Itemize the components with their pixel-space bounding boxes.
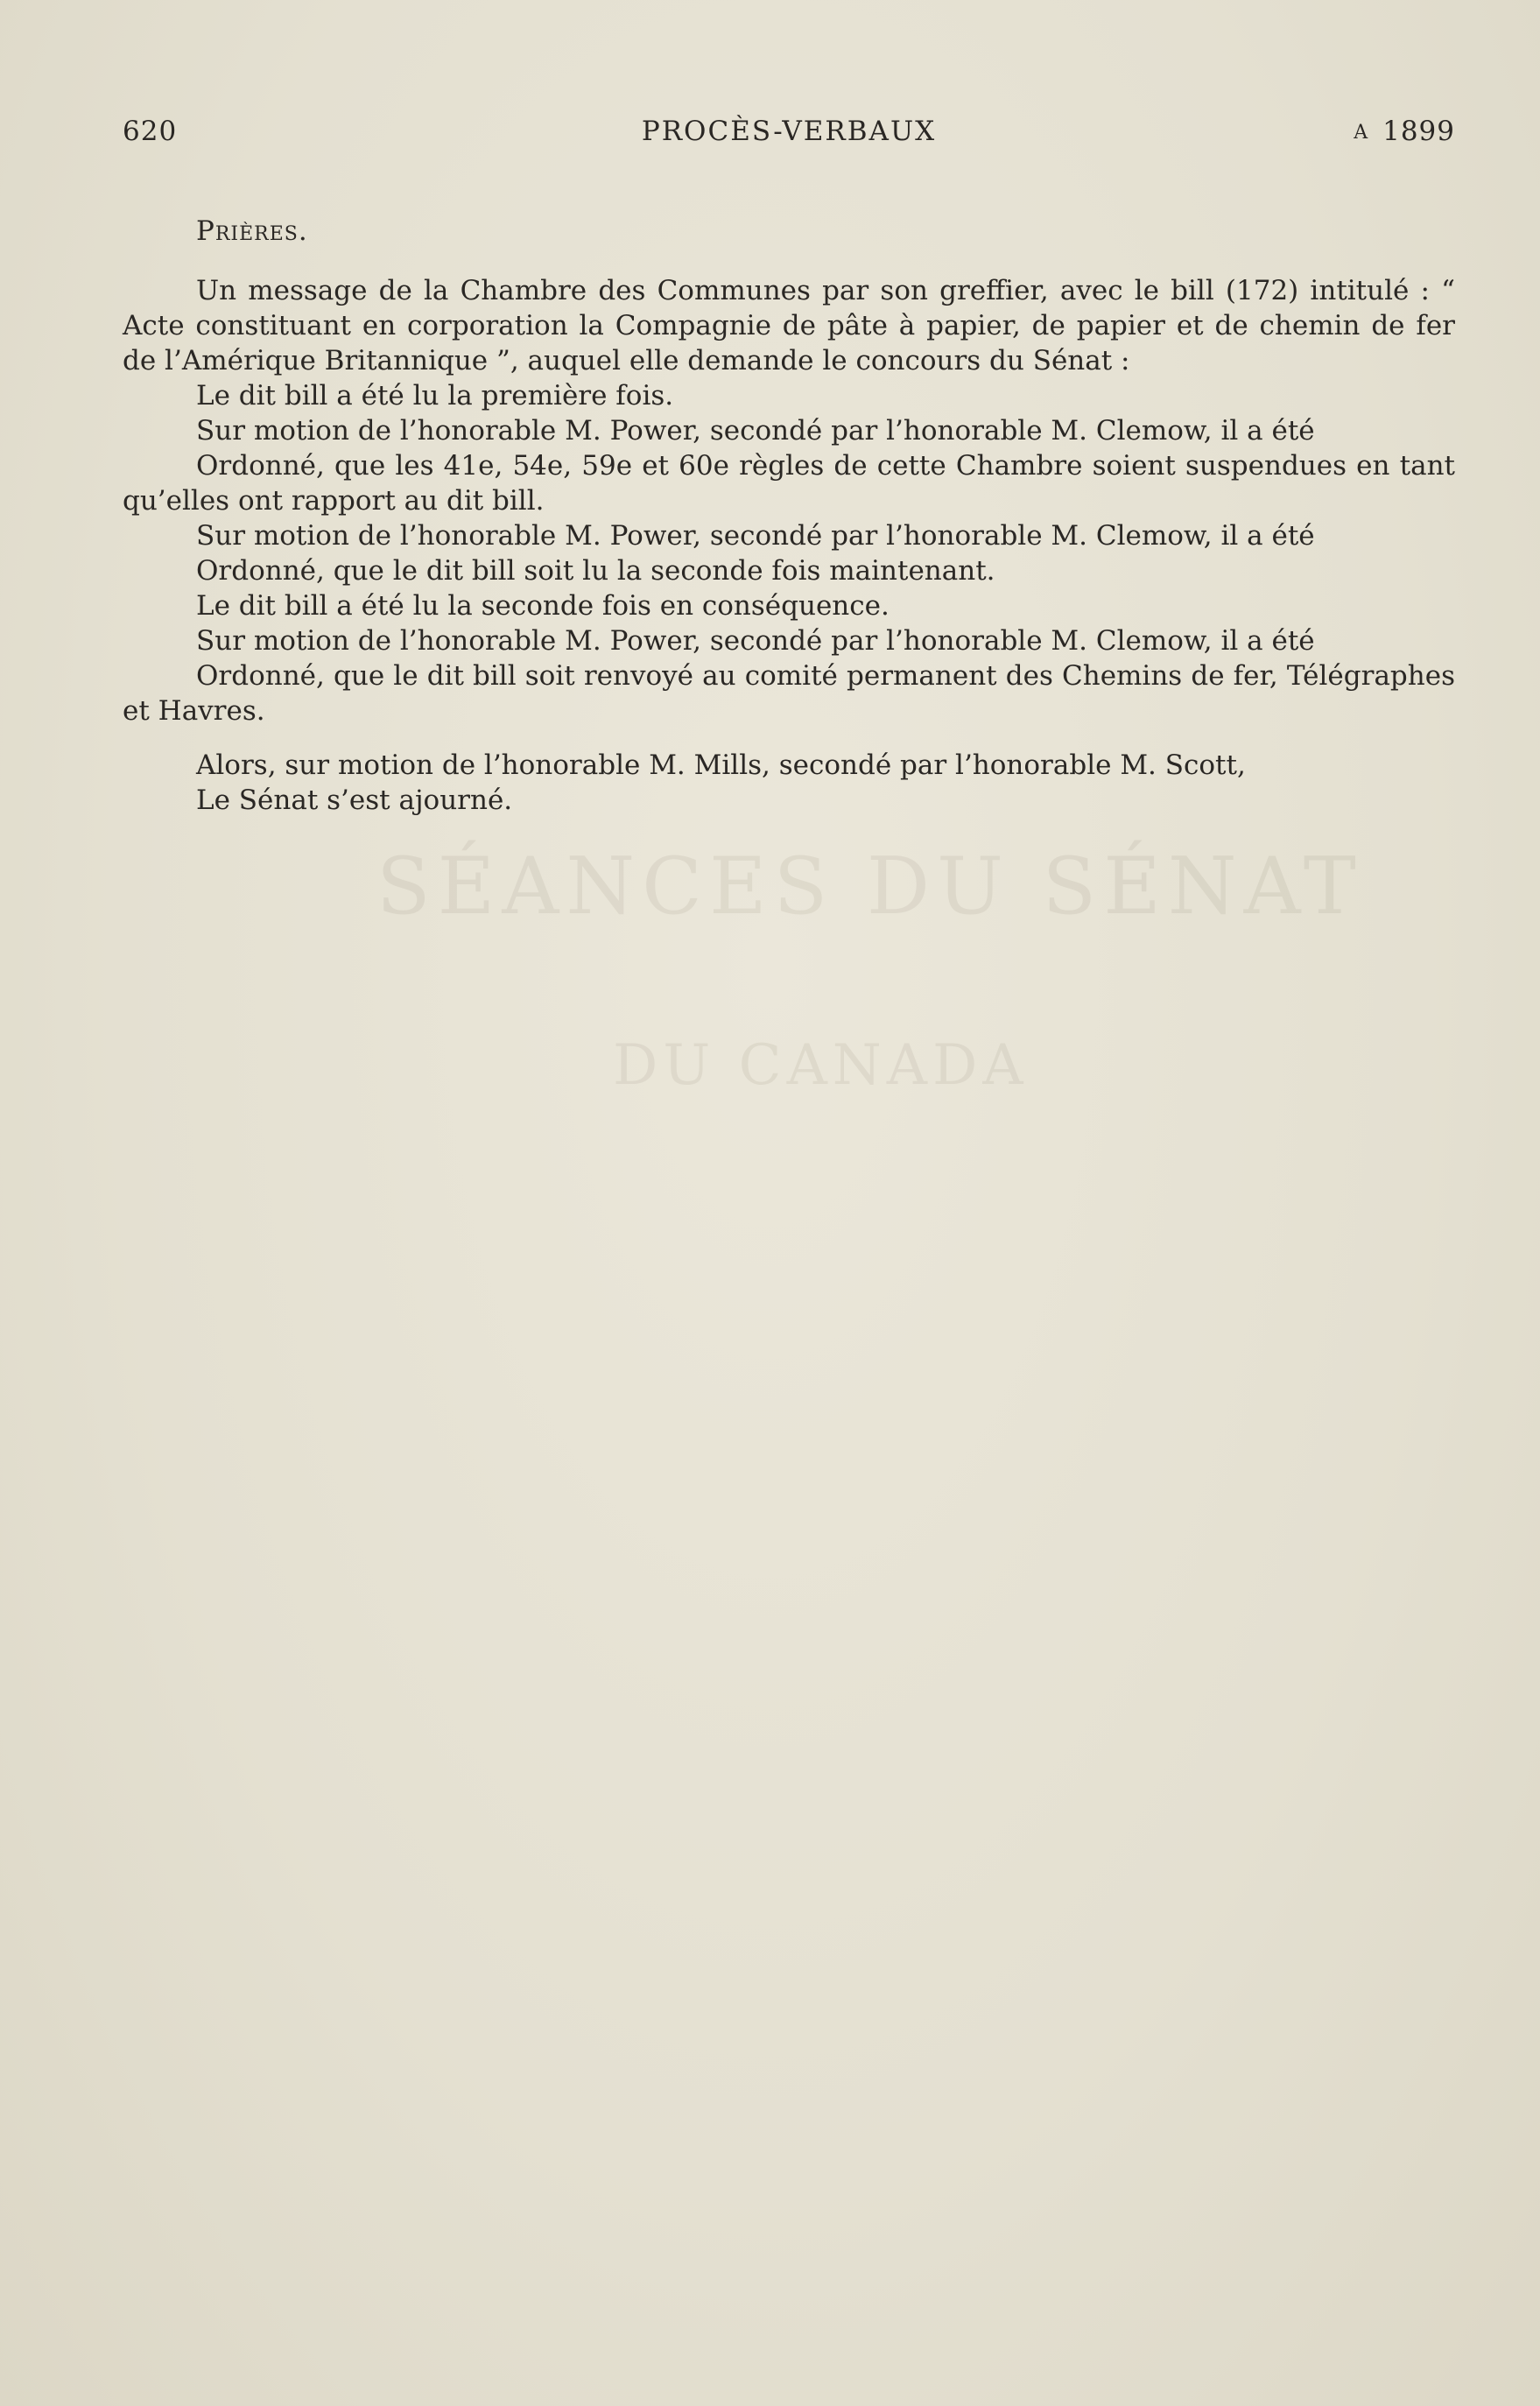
order-paragraph: Ordonné, que le dit bill soit renvoyé au comité permanent des Chemins de fer, Télégraphes et Havres.: [123, 660, 1455, 727]
running-head: [123, 116, 1455, 158]
second-reading-line: Le dit bill a été lu la seconde fois en conséquence.: [196, 590, 890, 622]
bleed-through-text: DU CANADA: [613, 1033, 1029, 1098]
first-reading-line: Le dit bill a été lu la première fois.: [196, 380, 674, 412]
page-number: 620: [123, 116, 178, 147]
message-paragraph: Un message de la Chambre des Communes par son greffier, avec le bill (172) intitulé : “ Acte constituant en corporation la Compagnie de pâte à papier, de papier et de chemin de fer de l’Amérique Britannique ”, auquel elle demande le concours du Sénat :: [123, 275, 1455, 376]
motion-line: Sur motion de l’honorable M. Power, secondé par l’honorable M. Clemow, il a été: [196, 415, 1315, 447]
section-heading: Prières.: [196, 215, 308, 247]
page-title: PROCÈS-VERBAUX: [641, 116, 937, 147]
bleed-through-text: SÉANCES DU SÉNAT: [376, 841, 1363, 932]
proceedings-text: [123, 214, 1455, 818]
year-value: 1899: [1382, 116, 1455, 147]
page-year: [1354, 116, 1455, 147]
motion-line: Sur motion de l’honorable M. Power, secondé par l’honorable M. Clemow, il a été: [196, 520, 1315, 552]
year-prefix: A: [1354, 122, 1369, 144]
motion-line: Sur motion de l’honorable M. Power, secondé par l’honorable M. Clemow, il a été: [196, 625, 1315, 657]
order-paragraph: Ordonné, que le dit bill soit lu la seconde fois maintenant.: [196, 555, 995, 587]
order-paragraph: Ordonné, que les 41e, 54e, 59e et 60e règles de cette Chambre soient suspendues en tant qu’elles ont rapport au dit bill.: [123, 450, 1455, 517]
adjourn-motion-line: Alors, sur motion de l’honorable M. Mills, secondé par l’honorable M. Scott,: [196, 749, 1246, 781]
adjourned-line: Le Sénat s’est ajourné.: [196, 784, 513, 816]
